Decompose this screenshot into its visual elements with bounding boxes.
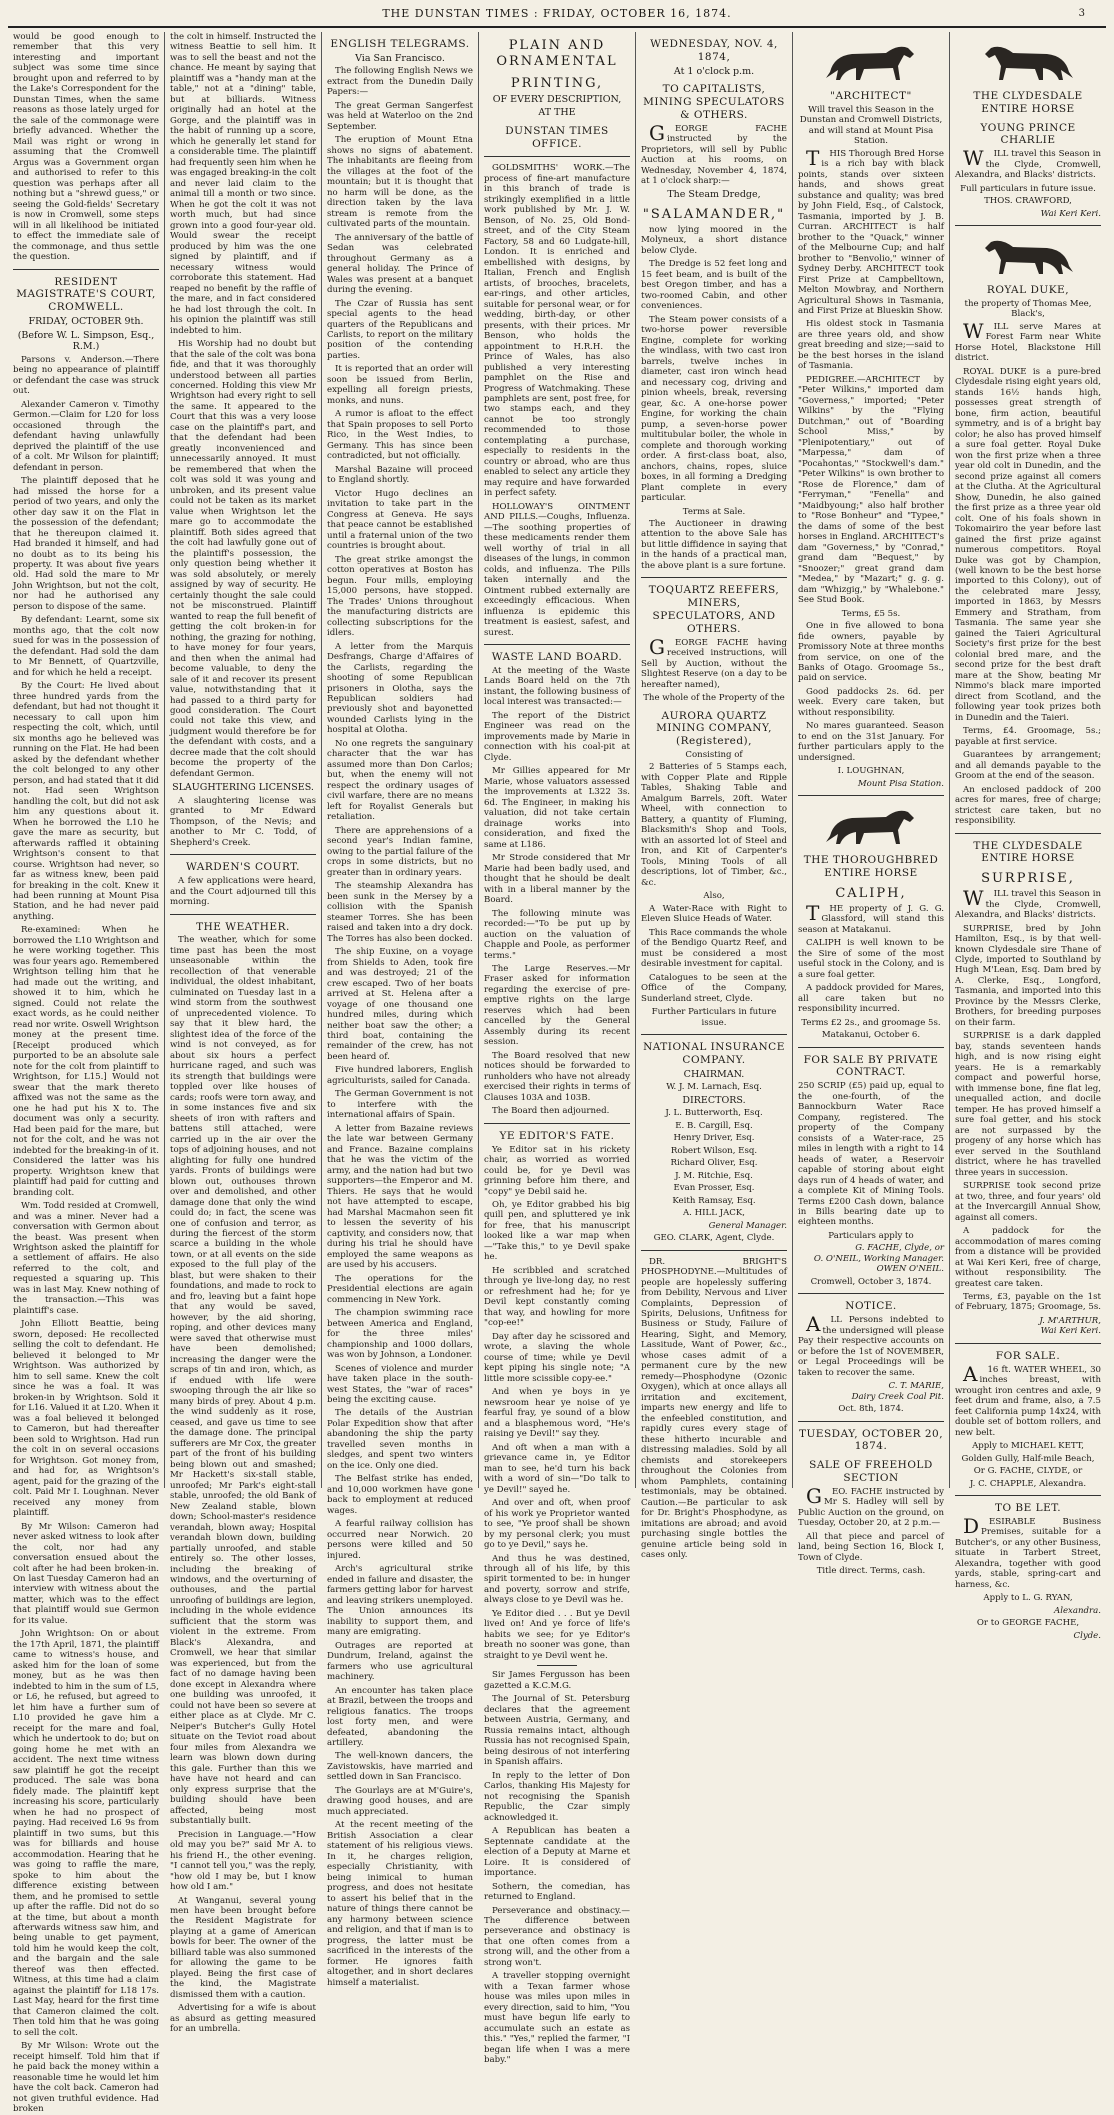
article-text: CALIPH is well known to be the Sire of some of the most useful stock in the Colony, and is a sure foal getter. (798, 938, 944, 980)
article-text: DR. BRIGHT'S PHOSPHODYNE.—Multitudes of people are hopelessly suffering from Debility, Nervous and Liver Complaints, Depression of Spirits, Delusions, Unfitness for Business or Study, Failure of Hearing, Sight, and Memory, Lassitude, Want of Power, &c., whose cases admit of a permanent cure by the new remedy—Phosphodyne (Ozonic Oxygen), which at once allays all irritation and excitement, imparts new energy and life to the enfeebled constitution, and rapidly cures every stage of these hitherto incurable and distressing maladies. Sold by all chemists and storekeepers throughout the Colonies from whom Pamphlets, containing testimonials, may be obtained. Caution.—Be particular to ask for Dr. Bright's Phosphodyne, as imitations are abroad; and avoid purchasing single bottles the genuine article being sold in cases only. (641, 1256, 787, 1561)
article-text: John Wrightson: On or about the 17th April, 1871, the plaintiff came to witness's house, and asked him for the loan of some money, but as he was then indebted to him in the sum of L5, or L6, he refused, but agreed to let him have a further sum of L10 provided he gave him a receipt for the mare and foal, which he undertook to do; but on going home he met with an accident. The next time witness saw plaintiff he got the receipt produced. The sale was bona fidely made. The plaintiff kept increasing his score, particularly when he had no prospect of paying. Had received L6 9s from plaintiff in two sums, but this was for billiards and house accommodation. Hearing that he was going to raffle the mare, spoke to him about the difference existing between them, and he promised to settle up after the raffle. Did not do so at the time, but about a month afterwards witness saw him, and being unable to get payment, told him he would keep the colt, and the bargain and the sale thereof was then effected. Witness, at this time had a claim against the plaintiff for L18 17s. Last May, heard for the first time that Cameron claimed the colt. Then told him that he was going to sell the colt. (13, 1629, 159, 2038)
signature: C. T. MARIE, (888, 1381, 944, 1392)
clydesdale-heading: THE CLYDESDALE ENTIRE HORSE (973, 90, 1083, 115)
article-text: This Race commands the whole of the Bendigo Quartz Reef, and must be considered a most desirable investment for capital. (641, 927, 787, 970)
column-4 (479, 32, 636, 2066)
article-text: At Wanganui, several young men have been brought before the Resident Magistrate for playing at a game of American bowls for beer. The owner of the billiard table was also summoned for allowing the game to be played. Being the first case of the kind, the Magistrate dismissed them with a caution. (170, 1895, 316, 2000)
poem-stanza: Day after day he scissored and wrote, a slaving the whole course of time; while ye Devil kept piping his single note; "A little more scissible copy-ee." (484, 1331, 630, 1384)
article-text: The plaintiff deposed that he had missed the horse for a period of two years, and only the other day saw it on the Flat in the possession of the defendant; that he thereupon claimed it. Had branded it himself, and had no doubt as to its being his property. It was about five years old. Had sold the mare to Mr John Wrightson, but not the colt, nor had he authorised any person to dispose of the same. (13, 476, 159, 612)
article-text: The champion swimming race between America and England, for the three miles' championship and 1000 dollars, was won by Johnson, a Londoner. (327, 1308, 473, 1361)
court-date: FRIDAY, OCTOBER 9th. (28, 316, 144, 328)
article-text: The Gourlays are at M'Guire's, drawing good houses, and are much appreciated. (327, 1785, 473, 1817)
article-text: The great German Sangerfest was held at Waterloo on the 2nd September. (327, 100, 473, 132)
article-text: One in five allowed to bona fide owners, payable by Promissory Note at three months from service, on one of the Banks of Otago. Groomage 5s., paid on service. (798, 621, 944, 684)
tuesday-date: TUESDAY, OCTOBER 20, 1874. (798, 1427, 944, 1453)
heading-for-sale: FOR SALE. (995, 1349, 1061, 1362)
masthead-title: THE DUNSTAN TIMES : FRIDAY, OCTOBER 16, 1874. (382, 6, 732, 20)
horse-illustration-icon (973, 38, 1083, 84)
article-text: A paddock for the accommodation of mares coming from a distance will be provided at Wai Keri Keri, free of charge, without responsibility. The greatest care taken. (955, 1226, 1101, 1289)
article-text: Precision in Language.—"How old may you be?" said Mr A. to his friend H., the other evening. "I cannot tell you," was the reply, "how old I may be, but I know how old I am." (170, 1829, 316, 1893)
article-text: The Large Reserves.—Mr Fraser asked for information regarding the exercise of pre-emptive rights on the large reserves which had been cancelled by the General Assembly during its recent session. (484, 964, 630, 1048)
article-text: A paddock provided for Mares, all care taken but no responsibility incurred. (798, 983, 944, 1015)
caliph-name: CALIPH, (835, 885, 907, 901)
article-text: THIS Thorough Bred Horse is a rich bay with black points, stands over sixteen hands, and shows great substance and quality; was bred by John Field, Esq., of Calstock, Tasmania, imported by J. B. Curran. ARCHITECT is half brother to the "Quack," winner of the Melbourne Cup; and half brother to "Benvolio," winner of Sydney Derby. ARCHITECT took First Prize at Campbelltown, Melton Mowbray, and Northern Agricultural Shows in Tasmania, and First Prize at Blueskin Show. (798, 145, 944, 316)
consisting-text: Consisting of (685, 749, 743, 760)
article-text: Advertising for a wife is about as absurd as getting measured for an umbrella. (170, 2003, 316, 2035)
divider (798, 1293, 944, 1294)
article-text: SURPRISE took second prize at two, three, and four years' old at the Invercargill Annual Show, against all comers. (955, 1181, 1101, 1223)
article-text: The Board then adjourned. (492, 1106, 610, 1117)
article-text: now lying moored in the Molyneux, a short distance below Clyde. (641, 224, 787, 256)
article-text: By Mr Wilson: Wrote out the receipt himself. Told him that if he paid back the money within a reasonable time he would let him have the colt back. Cameron had not given truthful evidence. Had broken (13, 2041, 159, 2115)
divider (13, 269, 159, 270)
royal-duke-title: ROYAL DUKE, (986, 284, 1070, 297)
heading-weather: THE WEATHER. (196, 920, 290, 933)
signature-place: Dairy Creek Coal Pit. (851, 1391, 944, 1402)
article-text: John Elliott Beattie, being sworn, deposed: He recollected selling the colt to defendant. He believed it belonged to Mr Wrightson. Was authorized by him to sell same. Knew the colt since he was a foal. It was broken-in by Wrightson. Sold it for L16. Valued it at L20. When it was a foal believed it belonged to Cameron, but had thereafter been sold to Wrightson. Had run the colt in on several occasions for Wrightson. Got money from, and had for, as Wrightson's agent, paid for the grazing of the colt. Paid Mr I. Loughnan. Never received any money from plaintiff. (13, 1319, 159, 1519)
signature: THOS. CRAWFORD, (984, 196, 1072, 207)
column-1 (8, 32, 165, 2115)
article-text: Outrages are reported at Dundrum, Ireland, against the farmers who use agricultural machinery. (327, 1640, 473, 1683)
divider (484, 156, 630, 157)
article-text: All that piece and parcel of land, being Section 16, Block I, Town of Clyde. (798, 1531, 944, 1563)
manager-name: A. HILL JACK, (682, 1208, 746, 1219)
article-text: Perseverance and obstinacy.—The difference between perseverance and obstinacy is that one often comes from a strong will, and the other from a strong won't. (484, 1905, 630, 1968)
article-text: Sir James Fergusson has been gazetted a K.C.M.G. (484, 1670, 630, 1691)
article-text: Will travel this Season in the Dunstan and Cromwell Districts, and will stand at Mount Pisa Station. (799, 104, 943, 147)
article-text: The following minute was recorded:—"To be put up by auction on the valuation of Chapple and Poole, as performer terms." (484, 908, 630, 961)
terms-text: Terms £2 2s., and groomage 5s. (801, 1017, 941, 1028)
article-text: GEO. FACHE instructed by Mr S. Hadley will sell by Public Auction on the ground, on Tuesday, October 20, at 2 p.m.— (798, 1483, 944, 1529)
column-6 (793, 32, 950, 1577)
article-text: Victor Hugo declines an invitation to take part in the Congress at Geneva. He says that peace cannot be established until a fraternal union of the two countries is brought about. (327, 488, 473, 552)
article-text: Full particulars in future issue. (960, 183, 1096, 194)
article-text: By the Court: He lived about three hundred yards from the defendant, but had not thought it necessary to call upon him respecting the colt, which, until six months ago he believed was running on the Flat. He had been asked by the defendant whether the colt belonged to any other person, and had stated that it did not. Had seen Wrightson handling the colt, but did not ask him any questions about it. When he borrowed the L10 he gave the mare as security, but afterwards raffled it obtaining Wrightson's consent to that course. Wrightson had never, so far as witness knew, been paid for breaking in the colt. Knew it had been running at Mount Pisa Station, and he had never paid anything. (13, 681, 159, 922)
apply-line: Alexandra. (1053, 1605, 1101, 1616)
article-text: It is reported that an order will soon be issued from Berlin, expelling all foreign priests, monks, and nuns. (327, 364, 473, 406)
divider (798, 795, 944, 796)
apply-line: Or G. FACHE, CLYDE, or (973, 1466, 1083, 1477)
heading-national: NATIONAL INSURANCE COMPANY. (643, 1041, 785, 1066)
director-name: Henry Driver, Esq. (673, 1133, 755, 1144)
divider (641, 1034, 787, 1035)
article-text: The Belfast strike has ended, and 10,000 workmen have gone back to employment at reduced wages. (327, 1474, 473, 1516)
ad-printing-sub: OF EVERY DESCRIPTION, (492, 93, 622, 105)
article-text: An enclosed paddock of 200 acres for mares, free of charge; strictest care taken, but no responsibility. (955, 784, 1101, 827)
divider (170, 914, 316, 915)
particulars-text: Further Particulars in future issue. (651, 1007, 777, 1028)
apply-line: Golden Gully, Half-mile Beach, (961, 1453, 1095, 1464)
director-name: Richard Oliver, Esq. (670, 1158, 758, 1169)
apply-line: J. C. CHAPPLE, Alexandra. (969, 1478, 1087, 1489)
article-text: The Dredge is 52 feet long and 15 feet beam, and is built of the best Oregon timber, and has a two-roomed Cabin, and other conveniences. (641, 259, 787, 312)
poem-stanza: And thus he was destined, through all of his life, by this spirit tormented to be: in hunger and poverty, sorrow and strife, always close to ye Devil was he. (484, 1553, 630, 1606)
signature: O. O'NEIL, Working Manager. (813, 1253, 944, 1264)
ad-printing-at: AT THE (538, 107, 576, 119)
poem-stanza: He scribbled and scratched through ye live-long day, no rest or refreshment had he; for ye Devil kept constantly coming that way, and howling for more "cop-ee!" (484, 1265, 630, 1329)
column-5 (636, 32, 793, 1561)
divider (955, 1495, 1101, 1496)
article-text: GEORGE FACHE instructed by the Proprietors, will sell by Public Auction at his rooms, on Wednesday, November 4, 1874, at 1 o'clock sharp:— (641, 120, 787, 186)
article-text: Terms, £3, payable on the 1st of February, 1875; Groomage, 5s. (955, 1292, 1101, 1313)
divider (955, 225, 1101, 226)
heading-quartz: TOQUARTZ REEFERS, MINERS, SPECULATORS, AND OTHERS. (648, 584, 780, 635)
director-name: E. B. Cargill, Esq. (675, 1120, 753, 1131)
article-text: Catalogues to be seen at the Office of the Company, Sunderland street, Clyde. (641, 972, 787, 1004)
divider (537, 1665, 577, 1666)
chairman-heading: CHAIRMAN. (683, 1068, 745, 1080)
article-text: A few applications were heard, and the Court adjourned till this morning. (170, 876, 316, 908)
horse-illustration-icon (816, 802, 926, 848)
signature: I. LOUGHNAN, (837, 766, 905, 777)
caliph-heading: THE THOROUGHBRED ENTIRE HORSE (803, 854, 939, 880)
apply-line: Apply to L. G. RYAN, (983, 1593, 1073, 1604)
chairman-name: W. J. M. Larnach, Esq. (666, 1082, 762, 1093)
heading-private-sale: FOR SALE BY PRIVATE CONTRACT. (803, 1053, 939, 1079)
auction-to: TO CAPITALISTS, MINING SPECULATORS & OTHERS. (643, 83, 785, 121)
article-text: WILL travel this Season in the Clyde, Cromwell, Alexandra, and Blacks' districts. (955, 146, 1101, 181)
ad-printing-title: PLAIN AND ORNAMENTAL (496, 38, 618, 69)
horse-illustration-icon (816, 38, 926, 84)
article-text: The German Government is not to interfere with the international affairs of Spain. (327, 1089, 473, 1121)
article-text: At the recent meeting of the British Association a clear statement of his religious views. In it, he charges religion, especially Christianity, with being inimical to human progress, and does not hesitate to assert his belief that in the nature of things there cannot be any harmony between science and religion, and that if man is to progress, the latter must be sacrificed in the interests of the former. He ignores faith altogether, and in short declares himself a materialist. (327, 1820, 473, 1988)
article-text: The Board resolved that new notices should be forwarded to runholders who have not already exercised their rights in terms of Clauses 103A and 103B. (484, 1050, 630, 1103)
whole-text: The whole of the Property of the (643, 693, 785, 704)
divider (955, 833, 1101, 834)
heading-editors-fate: YE EDITOR'S FATE. (499, 1129, 615, 1142)
article-text: Arch's agricultural strike ended in failure and disaster, the farmers getting labor for harvest and leaving strikers unemployed. The Union announces its inability to support them, and many are emigrating. (327, 1564, 473, 1638)
article-text: The report of the District Engineer was read on the improvements made by Marie in connection with his coal-pit at Clyde. (484, 710, 630, 763)
article-text: Scenes of violence and murder have taken place in the south-west States, the "war of races" being the exciting cause. (327, 1363, 473, 1405)
article-text: Good paddocks 2s. 6d. per week. Every care taken, but without responsibility. (798, 686, 944, 718)
auction-time: At 1 o'clock p.m. (673, 65, 755, 77)
divider (484, 1123, 630, 1124)
horse-illustration-icon (973, 232, 1083, 278)
article-text: A letter from the Marquis Desfrangs, Charge d'Affaires of the Carlists, regarding the shooting of some Republican prisoners in Olotha, says the Republican soldiers had previously shot and bayonetted wounded Carlists lying in the hospital at Olotha. (327, 641, 473, 736)
article-text: The eruption of Mount Etna shows no signs of abatement. The inhabitants are fleeing from the villages at the foot of the mountain; but it is thought that no harm will be done, as the direction taken by the lava stream is remote from the cultivated parts of the mountain. (327, 135, 473, 230)
article-text: There are apprehensions of a second year's Indian famine, owing to the partial failure of the crops in some districts, but no greater than in ordinary years. (327, 825, 473, 878)
terms-text: Terms, £5 5s. (841, 608, 901, 619)
article-text: His oldest stock in Tasmania are three years old, and show great breeding and size;—said to be the best horses in the island of Tasmania. (798, 319, 944, 372)
director-name: Evan Prosser, Esq. (673, 1183, 755, 1194)
article-text: Marshal Bazaine will proceed to England shortly. (327, 464, 473, 486)
apply-line: Or to GEORGE FACHE, (976, 1618, 1080, 1629)
manager-role: General Manager. (708, 1220, 787, 1231)
article-text: WILL serve Mares at Forest Farm near White Horse Hotel, Blackstone Hill district. (955, 318, 1101, 364)
article-text: THE property of J. G. G. Glassford, will stand this season at Matakanui. (798, 900, 944, 935)
heading-to-let: TO BE LET. (994, 1502, 1062, 1515)
divider (798, 1421, 944, 1422)
terms-text: Terms at Sale. (682, 506, 746, 517)
place-text: Matakanui, October 6. (821, 1030, 921, 1041)
article-text: PEDIGREE.—ARCHITECT by "Peter Wilkins," imported dam "Governess," imported; "Peter Wilkins" by the "Flying Dutchman," out of "Boarding School Miss," by "Plenipotentiary," out of "Marpessa," dam of "Pocahontas," "Stockwell's dam." "Peter Wilkins" is own brother to "Rose de Florence," dam of "Ferryman," "Fenella" and "Maidbyoung;" also half brother to "Rose Bonheur" and "Typee," the dams of some of the best horses in England. ARCHITECT's dam "Governess," by "Conrad," grand dam "Bequest," by "Snoozer;" great grand dam "Medea," by "Mazart;" g. g. g. dam "Whizgig," by "Whalebone." See Stud Book. (798, 374, 944, 606)
article-text: Alexander Cameron v. Timothy Germon.—Claim for L20 for loss occasioned through the defendant having unlawfully deprived the plaintiff of the use of a colt. Mr Wilson for plaintiff; defendant in person. (13, 399, 159, 473)
article-text: The ship Euxine, on a voyage from Shields to Aden, took fire and was destroyed; 21 of the crew escaped. Two of her boats arrived at St. Helena after a voyage of one thousand one hundred miles, during which neither boat saw the other; a third boat, containing the remainder of the crew, has not been heard of. (327, 947, 473, 1062)
article-text: Wm. Todd resided at Cromwell, and was a miner. Never had a conversation with Germon about the beast. Was present when Wrightson asked the plaintiff for a settlement of affairs. He also referred to the colt, and requested a squaring up. This was in last May. Knew nothing of the transaction.—This was plaintiff's case. (13, 1201, 159, 1316)
article-text: A slaughtering license was granted to Mr Edward Thompson, of the Nevis; and another to Mr C. Todd, of Shepherd's Creek. (170, 795, 316, 848)
article-text: The Auctioneer in drawing attention to the above Sale has but little diffidence in saying that in the hands of a practical man, the above plant is a sure fortune. (641, 518, 787, 571)
article-text: A fearful railway collision has occurred near Norwich. 20 persons were killed and 50 injured. (327, 1519, 473, 1561)
poem-stanza: And when ye boys in ye newsroom hear ye noise of ye fearful fray, ye sound of a blow and a blasphemous word, "He's raising ye Devil!" say they. (484, 1387, 630, 1440)
director-name: Keith Ramsay, Esq. (672, 1195, 756, 1206)
date-text: Cromwell, October 3, 1874. (810, 1276, 932, 1287)
director-name: J. L. Butterworth, Esq. (665, 1108, 763, 1119)
article-text: A traveller stopping overnight with a Texan farmer whose house was miles upon miles in every direction, said to him, "You must have begun life early to accumulate such an estate as this." "Yes," replied the farmer, "I began life when I was a mere baby." (484, 1971, 630, 2066)
article-text: Mr Strode considered that Mr Marie had been badly used, and thought that he should be dealt with in a liberal manner by the Board. (484, 853, 630, 906)
article-text: By defendant: Learnt, some six months ago, that the colt now sued for was in the possession of the defendant. Had sold the dam to Mr Bennett, of Quartzville, and for which he held a receipt. (13, 615, 159, 678)
column-3 (322, 32, 479, 1988)
prince-charlie-name: YOUNG PRINCE CHARLIE (980, 121, 1076, 147)
signature-place: Mount Pisa Station. (857, 778, 944, 789)
divider (641, 1250, 787, 1251)
article-text: The Czar of Russia has sent special agents to the head quarters of the Republicans and Carlists, to report on the military position of the contending parties. (327, 298, 473, 361)
article-text: Parsons v. Anderson.—There being no appearance of plaintiff or defendant the case was struck out. (13, 354, 159, 397)
signature-place: Wai Keri Keri. (1040, 208, 1101, 219)
telegrams-via: Via San Francisco. (355, 52, 445, 64)
article-text: The following English News we extract from the Dunedin Daily Papers:— (327, 66, 473, 98)
article-text: The weather, which for some time past has been the most unseasonable within the recollection of that venerable individual, the oldest inhabitant, culminated on Tuesday last in a wind storm from the southwest of unprecedented violence. To say that it blew hard, the slightest idea of the force of the wind is not conveyed, as for about six hours a perfect hurricane raged, and such was its strength that buildings were toppled over like houses of cards; roofs were torn away, and in some instances five and six sheets of iron with rafters and battens still attached, were carried up in the air over the tops of adjoining houses, and not alighting for fully one hundred yards. Fronts of buildings were blown out, outhouses thrown over and demolished, and other damage done that only the wind could do; in fact, the scene was one of confusion and terror, as during the fiercest of the storm scarce a building in the whole town, or at all events on the side exposed to the full play of the blast, but were shaken to their foundations, and made to rock to and fro, leaving but a faint hope that any would be saved, however, by the aid shoring, roping, and other devices many were saved that otherwise must have been demolished; increasing the danger were the scraps of tin and iron, which, as if endued with life were swooping through the air like so many birds of prey. About 4 p.m. the wind suddenly as it rose, ceased, and gave us time to see the damage done. The principal sufferers are Mr Cox, the greater part of the front of his building being blown out and smashed; Mr Hackett's six-stall stable, unroofed; Mr Park's eight-stall stable, unroofed; the old Bank of New Zealand stable, blown down; School-master's residence verandah, blown away; Hospital verandah blown down, building partially unroofed, and stable entirely so. The other losses, including the breaking of windows, and the overturning of outhouses, and the partial unroofing of buildings are legion, including in the whole evidence sufficient that the storm was violent in the extreme. From Black's Alexandra, and Cromwell, we hear that similar was experienced, but from the fact of no damage having been done except in Alexandra where one building was unroofed, it could not have been so severe at either place as at Clyde. Mr C. Neiper's Butcher's Gully Hotel situate on the Teviot road about four miles from Alexandra we learn was blown down during this gale. Further than this we have have not heard and can only express surprise that the building should have been affected, being most substantially built. (170, 935, 316, 1827)
apply-text: Particulars apply to (828, 1230, 914, 1241)
apply-line: Apply to MICHAEL KETT, (972, 1441, 1084, 1452)
heading-licenses: SLAUGHTERING LICENSES. (172, 782, 314, 794)
surprise-heading: THE CLYDESDALE ENTIRE HORSE (973, 839, 1083, 865)
article-text: The details of the Austrian Polar Expedition show that after abandoning the ship the party travelled seven months in sledges, and spent two winters on the ice. Only one died. (327, 1408, 473, 1471)
page-number: 3 (1078, 7, 1086, 19)
article-text: A16 ft. WATER WHEEL, 30 inches breast, with wrought iron centres and axle, 9 feet drum and frame, also, a 7.5 feet California pump 14x24, with double set of bottom rollers, and new belt. (955, 1361, 1101, 1438)
signature: G. FACHE, Clyde, or (855, 1243, 944, 1254)
article-text: Five hundred laborers, English agriculturists, sailed for Canada. (327, 1065, 473, 1086)
article-text: By Mr Wilson: Cameron had never asked witness to look after the colt, nor had any conversation ensued about the colt after he had been broken-in. On last Tuesday Cameron had an interview with witness about the matter, which was to the effect that plaintiff would sue Germon for its value. (13, 1521, 159, 1626)
heading-waste-land: WASTE LAND BOARD. (491, 651, 623, 664)
signature: J. M'ARTHUR, (1039, 1315, 1101, 1326)
article-text: The steamship Alexandra has been sunk in the Mersey by a collision with the Spanish steamer Torres. She has been raised and taken into a dry dock. The Torres has also been docked. (327, 881, 473, 944)
column-2 (165, 32, 322, 2035)
dredge-name: The Steam Dredge, (667, 189, 761, 201)
heading-telegrams: ENGLISH TELEGRAMS. (330, 38, 470, 50)
heading-warden: WARDEN'S COURT. (186, 861, 300, 874)
article-text: A Water-Race with Right to Eleven Sluice Heads of Water. (641, 903, 787, 925)
divider (798, 1047, 944, 1048)
ad-printing-title-2: PRINTING, (510, 75, 604, 91)
signature: OWEN O'NEIL. (876, 1264, 944, 1275)
article-text: the colt in himself. Instructed the witness Beattie to sell him. It was to sell the beast and not the chance. He meant by saying that plaintiff was a "handy man at the table," not at a "dining" table, but at billiards. Witness originally had an hotel at the Gorge, and the plaintiff was in the habit of running up a score, which he generally let stand for a considerable time. The plaintiff had frequently seen him when he was engaged breaking-in the colt and never laid claim to the animal till a month or two since. When he got the colt it was not worth much, but had since grown into a good four-year old. Would swear the receipt produced by him was the one signed by plaintiff, and if necessary witness would corroborate this statement. Had reaped no benefit by the raffle of the mare, and in fact considered he had lost through the colt. In his opinion the plaintiff was still indebted to him. (170, 32, 316, 336)
columns (8, 32, 1106, 2115)
article-text: In reply to the letter of Don Carlos, thanking His Majesty for not recognising the Spanish Republic, the Czar simply acknowledged it. (484, 1770, 630, 1823)
heading-freehold: SALE OF FREEHOLD SECTION (809, 1459, 933, 1484)
auction-date: WEDNESDAY, NOV. 4, 1874, (650, 38, 778, 63)
article-text: HOLLOWAY'S OINTMENT AND PILLS.—Coughs, Influenza.—The soothing properties of these medicaments render them well worthy of trial in all diseases of the lungs, in common colds, and influenza. The Pills taken internally and the Ointment rubbed externally are exceedingly efficacious. When influenza is epidemic this treatment is easiest, safest, and surest. (484, 501, 630, 638)
article-text: No one regrets the sanguinary character that the war has assumed more than Don Carlos; but, when the enemy will not respect the ordinary usages of civil warfare, there are no means left for Royalist Generals but retaliation. (327, 738, 473, 823)
article-text: GEORGE FACHE having received instructions, will Sell by Auction, without the Slightest Reserve (on a day to be hereafter named), (641, 634, 787, 690)
article-text: ALL Persons indebted to the undersigned will please Pay their respective accounts on or before the 1st of NOVEMBER, or Legal Proceedings will be taken to recover the same. (798, 1312, 944, 1378)
surprise-name: SURPRISE, (981, 871, 1075, 887)
masthead (8, 0, 1106, 28)
article-text: The operations for the Presidential elections are again commencing in New York. (327, 1273, 473, 1305)
article-text: Terms, £4. Groomage, 5s.; payable at first service. (955, 726, 1101, 747)
divider (170, 854, 316, 855)
article-text: No mares guaranteed. Season to end on the 31st January. For further particulars apply to the undersigned. (798, 721, 944, 763)
article-text: SURPRISE is a dark dappled bay, stands seventeen hands high, and is now rising eight years. He is a remarkably compact and powerful horse, with immense bone, fine flat leg, unequalled action, and docile temper. He has proved himself a sure foal getter, and his stock are not surpassed by the progeny of any horse which has ever served in the Southland district, where he has travelled three years in succession. (955, 1031, 1101, 1178)
court-before: (Before W. L. Simpson, Esq., R.M.) (17, 329, 155, 353)
poem-stanza: Oh, ye Editor grabbed his big quill pen, and spluttered ye ink for free, that his manuscript looked like a war map when—"Take this," to ye Devil spake he. (484, 1200, 630, 1263)
apply-line: Clyde. (1073, 1630, 1101, 1641)
article-text: The anniversary of the battle of Sedan was celebrated throughout Germany as a general holiday. The Prince of Wales was present at a banquet during the evening. (327, 232, 473, 296)
article-text: The Steam power consists of a two-horse power reversible Engine, complete for working the windlass, with two cast iron barrels, twelve inches in diameter, cast iron winch head and necessary cog, driving and pinion wheels, break, reversing gear, &c. A one-horse power Engine, for working the chain pump, a seven-horse power multitubular boiler, the whole in complete and thorough working order. A first-class boat, also, anchors, chains, ropes, sluice boxes, in all forming a Dredging Plant complete in every particular. (641, 314, 787, 504)
poem-stanza: And over and oft, when proof of his work ye Proprietor wanted to see, "Ye proof shall be shown by my personal clerk; you must go to ye Devil," says he. (484, 1498, 630, 1551)
article-text: DESIRABLE Business Premises, suitable for a Butcher's, or any other Business, situate in Tarbert Street, Alexandra, together with good yards, stable, spring-cart and harness, &c. (955, 1513, 1101, 1590)
ad-printing-office: DUNSTAN TIMES OFFICE. (505, 124, 609, 150)
article-text: A letter from Bazaine reviews the late war between Germany and France. Bazaine complains that he was the victim of the army, and the nation had but two supporters—the Emperor and M. Thiers. He says that he would not have attempted to escape, had Marshal Macmahon seen fit to lessen the severity of his captivity, and considers now, that during his trial he should have employed the same weapons as are used by his accusers. (327, 1123, 473, 1271)
poem-stanza: And oft when a man with a grievance came in, ye Editor man to see, he'd turn his back with a word of sin—"Do talk to ye Devil!" sayed he. (484, 1442, 630, 1495)
royal-duke-owner: the property of Thomas Mee, Black's, (964, 298, 1092, 320)
director-name: Robert Wilson, Esq. (670, 1145, 758, 1156)
article-text: A rumor is afloat to the effect that Spain proposes to sell Porto Rico, in the West Indies, to Germany. This has since been contradicted, but not officially. (327, 409, 473, 462)
article-text: SURPRISE, bred by John Hamilton, Esq., is by that well-known Clydesdale sire Thane of Clyde, imported to Southland by Hugh M'Lean, Esq. Dam bred by A. Clerke, Esq., Longford, Tasmania, and imported into this Province by the Messrs Clerke, Brothers, for breeding purposes on their farm. (955, 923, 1101, 1028)
column-7 (950, 32, 1106, 1641)
divider (641, 577, 787, 578)
aurora-title: AURORA QUARTZ MINING COMPANY, (Registered), (656, 709, 772, 748)
title-terms: Title direct. Terms, cash. (816, 1566, 926, 1577)
article-text: The well-known dancers, the Zavistowskis, have married and settled down in San Francisco. (327, 1751, 473, 1783)
director-name: J. M. Ritchie, Esq. (675, 1170, 753, 1181)
article-text: would be good enough to remember that this very interesting and important subject was some time since brought upon and referred to by the Lake's Correspondent for the Dunstan Times, when the same reasons as those lately urged for the sale of the commonage were briefly advanced. Whether the Mail was right or wrong in assuming that the Cromwell Argus was a Government organ and authorised to refer to this question was perhaps after all nothing but a "shrewd guess," or seeing the Gold-fields' Secretary is now in Cromwell, some steps will in all likelihood be initiated to effect the immediate sale of the commonage, and thus settle the question. (13, 32, 159, 263)
dredge-title: "SALAMANDER," (642, 207, 786, 223)
also-text: Also, (703, 891, 725, 902)
divider (484, 644, 630, 645)
agent-name: GEO. CLARK, Agent, Clyde. (653, 1233, 775, 1244)
article-text: The Journal of St. Petersburg declares that the agreement between Austria, Germany, and Russia remains intact, although Russia has not recognised Spain, being desirous of not interfering in Spanish affairs. (484, 1694, 630, 1768)
poem-stanza: Ye Editor sat in his rickety chair, as worried as worried could be, for ye Devil was grinning before him there, and "copy" ye Debil said he. (484, 1144, 630, 1197)
article-text: Re-examined: When he borrowed the L10 Wrightson and he were working together. This was four years ago. Remembered Wrightson telling him that he had made out the writing, and showed it to him, which he signed. Could not relate the exact words, as he could neither read nor write. Oswell Wrightson money at the present time. [Receipt produced which purported to be an absolute sale note for the colt from plaintiff to Wrightson, for L15.] Would not swear that the mark thereto affixed was not the same as the one he had put his X to. The document was only a security. Had been paid for the mare, but not for the colt, and he was not indebted for the breaking-in of it. Considered the latter was his property. Wrightson knew that plaintiff had paid for cutting and branding colt. (13, 925, 159, 1198)
article-text: An encounter has taken place at Brazil, between the troops and religious fanatics. The troops lost forty men, and were defeated, abandoning the artillery. (327, 1685, 473, 1748)
architect-title: "ARCHITECT" (830, 90, 912, 102)
article-text: Mr Gillies appeared for Mr Marie, whose valuators assessed the improvements at L322 3s. 6d. The Engineer, in making his valuation, did not take certain drainage works into consideration, and fixed the same at L186. (484, 766, 630, 850)
article-text: Guarantees by arrangement; and all demands payable to the Groom at the end of the season. (955, 750, 1101, 782)
article-text: 2 Batteries of 5 Stamps each, with Copper Plate and Ripple Tables, Shaking Table and Amalgum Barrels, 20ft. Water Wheel, with connection to Battery, a quantity of Fluming, Blacksmith's Shop and Tools, with an assorted lot of Steel and Iron, and Kit of Carpenter's Tools, Mining Tools of all descriptions, lot of Timber, &c., &c. (641, 762, 787, 888)
article-text: A Republican has beaten a Septennate candidate at the election of a Deputy at Marne et Loire. It is considered of importance. (484, 1826, 630, 1879)
signature-place: Wai Keri Keri. (1040, 1326, 1101, 1337)
article-text: 250 SCRIP (£5) paid up, equal to the one-fourth, of the Bannockburn Water Race Company, registered. The property of the Company consists of a Water-race, 25 miles in length with a right to 14 heads of water, a Reservoir capable of storing about eight days run of 4 heads of water, and a complete Kit of Mining Tools. Terms £200 Cash down, balance in Bills bearing date up to eighteen months. (798, 1081, 944, 1228)
article-text: WILL travel this Season in the Clyde, Cromwell, Alexandra, and Blacks' districts. (955, 886, 1101, 921)
divider (955, 1343, 1101, 1344)
article-text: ROYAL DUKE is a pure-bred Clydesdale rising eight years old, stands 16½ hands high, possesses great strength of bone, firm action, beautiful symmetry, and is of a bright bay color; he also has proved himself a sure foal getter. Royal Duke won the first prize when a three year old colt in Dunedin, and the second prize against all comers at the Clutha. At the Agricultural Show, Dunedin, he also gained the first prize as a three year old colt. One of his foals shown in Tokomairiro the year before last gained the first prize against numerous competitors. Royal Duke was got by Champion, (well known to be the best horse imported to this Colony), out of the celebrated mare Jessy, imported in 1863, by Messrs Emmery and Stratham, from Tasmania. The same year she gained the Taieri Agricultural Society's first prize for the best colonial bred mare, and the second prize for the best draft mare at the Show, beating Mr Nimmo's black mare imported direct from Scotland, and the following year took prizes both in Dunedin and the Taieri. (955, 366, 1101, 723)
article-text: The great strike amongst the cotton operatives at Boston has begun. Four mills, employing 15,000 persons, have stopped. The Trades' Unions throughout the manufacturing districts are collecting subscriptions for the idlers. (327, 554, 473, 639)
article-text: GOLDSMITHS' WORK.—The process of fine-art manufacture in this branch of trade is strikingly exemplified in a little work published by Mr. J. W. Benson, of No. 25, Old Bond-street, and of the City Steam Factory, 58 and 60 Ludgate-hill, London. It is enriched and embellished with designs, by Italian, French and English artists, of brooches, bracelets, ear-rings, and other articles, suitable for personal wear, or for wedding, birth-day, or other presents, with their prices. Mr Benson, who holds the appointment to H.R.H. the Prince of Wales, has also published a very interesting pamphlet on the Rise and Progress of Watchmaking. These pamphlets are sent, post free, for two stamps each, and they cannot be too strongly recommended to those contemplating a purchase, especially to residents in the country or abroad, who are thus enabled to select any article they may require and have forwarded in perfect safety. (484, 163, 630, 499)
heading-notice: NOTICE. (845, 1300, 897, 1313)
article-text: His Worship had no doubt but that the sale of the colt was bona fide, and that it was thoroughly understood between all parties concerned. Holding this view Mr Wrightson had every right to sell the same. It appeared to the Court that this was a very loose case on the plaintiff's part, and that the defendant had been greatly inconvenienced and unnecessarily annoyed. It must be remembered that when the colt was sold it was young and unbroken, and its present value could not be taken as its market value when Wrightson let the mare go to accommodate the plaintiff. Both sides agreed that the colt had lawfully gone out of the plaintiff's possession, the only question being whether it was sold absolutely, or merely assigned by way of security. He certainly thought the sale could not be misconstrued. Plaintiff wanted to reap the full benefit of getting the colt broken-in for nothing, the grazing for nothing, to have money for four years, and then when the animal had become valuable, to deny the sale of it and recover its present value, notwithstanding that it had passed to a third party for good consideration. The Court could not take this view, and judgment would therefore be for the defendant with costs, and a decree made that the colt should become the property of the defendant Germon. (170, 339, 316, 779)
article-text: At the meeting of the Waste Lands Board held on the 7th instant, the following business of local interest was transacted:— (484, 665, 630, 708)
directors-heading: DIRECTORS. (682, 1094, 746, 1106)
poem-stanza: Ye Editor died . . . But ye Devil lived on! And ye force of life's habits we see; for ye Editor's breath no sooner was gone, than straight to ye Devil went he. (484, 1608, 630, 1661)
article-text: Sothern, the comedian, has returned to England. (484, 1881, 630, 1903)
date-text: Oct. 8th, 1874. (838, 1404, 904, 1415)
heading-court: RESIDENT MAGISTRATE'S COURT, CROMWELL. (16, 275, 156, 314)
